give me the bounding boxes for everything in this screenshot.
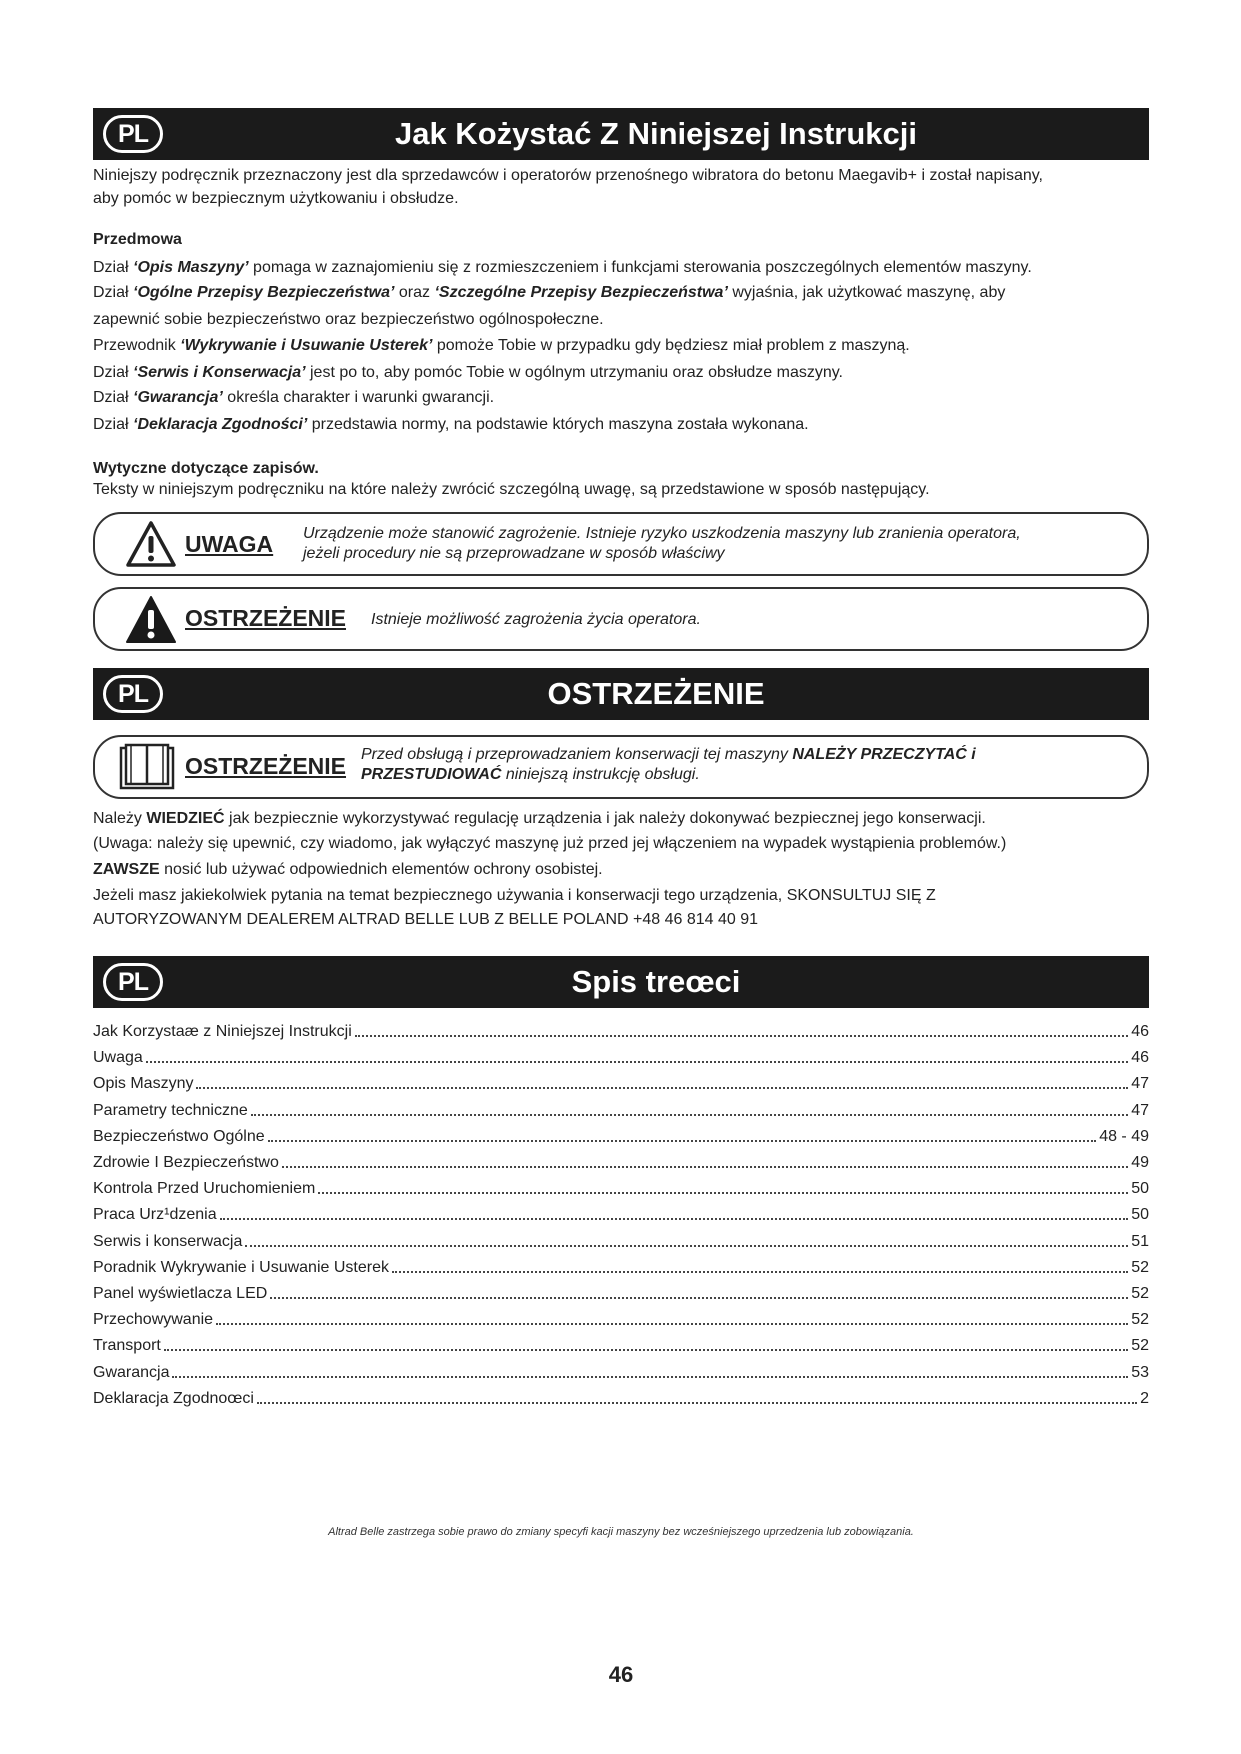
- caution-label: UWAGA: [185, 531, 274, 557]
- preface-heading: Przedmowa: [93, 231, 182, 248]
- toc-entry-page: 52: [1131, 1258, 1149, 1276]
- page-number: 46: [608, 1662, 634, 1687]
- danger-text: Istnieje możliwość zagrożenia życia operatora.: [371, 611, 701, 628]
- toc-entry-page: 2: [1140, 1389, 1149, 1407]
- toc-dot-leader: [355, 1035, 1128, 1037]
- preface-line: Dział ‘Serwis i Konserwacja’ jest po to, aby pomóc Tobie w ogólnym utrzymaniu oraz obsłudze maszyny.: [93, 364, 843, 381]
- toc-entry-label: Poradnik Wykrywanie i Usuwanie Usterek: [93, 1258, 389, 1276]
- section-title: OSTRZEŻENIE: [547, 676, 765, 711]
- toc-entry[interactable]: [93, 1149, 1149, 1173]
- toc-entry[interactable]: [93, 1280, 1149, 1304]
- preface-line: zapewnić sobie bezpieczeństwo oraz bezpieczeństwo ogólnospołeczne.: [93, 311, 604, 328]
- toc-entry[interactable]: [93, 1254, 1149, 1278]
- toc-entry[interactable]: [93, 1044, 1149, 1068]
- toc-dot-leader: [196, 1087, 1128, 1089]
- toc-entry[interactable]: [93, 1385, 1149, 1409]
- toc-entry-page: 50: [1131, 1180, 1149, 1198]
- toc-entry-label: Opis Maszyny: [93, 1075, 194, 1093]
- section-title: Jak Kożystać Z Niniejszej Instrukcji: [394, 116, 918, 151]
- toc-dot-leader: [146, 1061, 1128, 1063]
- safety-line: Jeżeli masz jakiekolwiek pytania na temat bezpiecznego używania i konserwacji tego urządzenia, SKONSULTUJ SIĘ Z: [93, 887, 936, 904]
- toc-entry-page: 53: [1131, 1363, 1149, 1381]
- toc-dot-leader: [392, 1271, 1128, 1273]
- footer-disclaimer: Altrad Belle zastrzega sobie prawo do zmiany specyfi kacji maszyny bez wcześniejszego uprzedzenia lub zobowiązania.: [328, 1526, 914, 1538]
- toc-dot-leader: [268, 1140, 1097, 1142]
- toc-entry[interactable]: [93, 1070, 1149, 1094]
- toc-dot-leader: [164, 1349, 1128, 1351]
- preface-line: Dział ‘Deklaracja Zgodności’ przedstawia normy, na podstawie których maszyna została wykonana.: [93, 416, 809, 433]
- toc-entry-page: 47: [1131, 1101, 1149, 1119]
- safety-line: (Uwaga: należy się upewnić, czy wiadomo, jak wyłączyć maszynę już przed jej włączeniem na wypadek wystąpienia problemów.): [93, 835, 1007, 852]
- toc-entry-page: 46: [1131, 1049, 1149, 1067]
- safety-line: Należy WIEDZIEĆ jak bezpiecznie wykorzystywać regulację urządzenia i jak należy dokonywać bezpiecznej jego konserwacji.: [93, 810, 986, 827]
- warning-triangle-filled-icon: [125, 595, 177, 645]
- toc-entry-page: 50: [1131, 1206, 1149, 1224]
- guidelines-heading: Wytyczne dotyczące zapisów.: [93, 460, 319, 477]
- guidelines-text: Teksty w niniejszym podręczniku na które należy zwrócić szczególną uwagę, są przedstawione w sposób następujący.: [93, 481, 930, 498]
- toc-entry-label: Uwaga: [93, 1049, 143, 1067]
- toc-dot-leader: [251, 1114, 1128, 1116]
- toc-entry[interactable]: [93, 1332, 1149, 1356]
- toc-entry-label: Bezpieczeństwo Ogólne: [93, 1127, 265, 1145]
- toc-dot-leader: [257, 1402, 1137, 1404]
- read-manual-text-line-2: PRZESTUDIOWAĆ niniejszą instrukcję obsługi.: [361, 766, 700, 783]
- toc-entry-page: 49: [1131, 1154, 1149, 1171]
- pl-language-badge: PL: [103, 675, 163, 713]
- preface-line: Dział ‘Ogólne Przepisy Bezpieczeństwa’ oraz ‘Szczególne Przepisy Bezpieczeństwa’ wyjaśnia, jak użytkować maszynę, aby: [93, 284, 1006, 301]
- toc-dot-leader: [270, 1297, 1128, 1299]
- intro-line-1: Niniejszy podręcznik przeznaczony jest dla sprzedawców i operatorów przenośnego wibratora do betonu Maegavib+ i został napisany,: [93, 167, 1043, 184]
- pl-language-badge: PL: [103, 963, 163, 1001]
- toc-entry-label: Gwarancja: [93, 1363, 170, 1381]
- toc-entry[interactable]: [93, 1306, 1149, 1330]
- toc-entry-label: Zdrowie I Bezpieczeństwo: [93, 1154, 279, 1171]
- toc-entry-page: 52: [1131, 1285, 1149, 1302]
- toc-entry-page: 47: [1131, 1075, 1149, 1093]
- danger-notice-box: [93, 587, 1149, 651]
- section-header-warning: [93, 668, 1149, 720]
- toc-entry[interactable]: [93, 1175, 1149, 1199]
- section-header-toc: [93, 956, 1149, 1008]
- safety-line: ZAWSZE nosić lub używać odpowiednich elementów ochrony osobistej.: [93, 861, 603, 878]
- toc-entry-label: Panel wyświetlacza LED: [93, 1285, 268, 1302]
- toc-entry[interactable]: [93, 1097, 1149, 1121]
- caution-notice-box: [93, 512, 1149, 576]
- toc-dot-leader: [220, 1218, 1129, 1220]
- toc-entry[interactable]: [93, 1359, 1149, 1383]
- toc-entry-label: Parametry techniczne: [93, 1101, 248, 1119]
- toc-entry-page: 52: [1131, 1311, 1149, 1329]
- toc-entry-label: Przechowywanie: [93, 1311, 214, 1329]
- toc-entry[interactable]: [93, 1228, 1149, 1252]
- toc-dot-leader: [245, 1245, 1128, 1247]
- toc-entry-label: Kontrola Przed Uruchomieniem: [93, 1180, 316, 1198]
- preface-line: Dział ‘Gwarancja’ określa charakter i warunki gwarancji.: [93, 389, 495, 406]
- intro-line-2: aby pomóc w bezpiecznym użytkowaniu i obsłudze.: [93, 190, 459, 207]
- danger-label: OSTRZEŻENIE: [185, 605, 347, 631]
- warning-triangle-outline-icon: [125, 520, 177, 568]
- section-title: Spis treœci: [571, 964, 741, 999]
- pl-language-badge: PL: [103, 115, 163, 153]
- toc-entry-label: Serwis i konserwacja: [93, 1232, 243, 1250]
- caution-text-line-1: Urządzenie może stanowić zagrożenie. Istnieje ryzyko uszkodzenia maszyny lub zranienia operatora,: [303, 525, 1021, 542]
- toc-dot-leader: [172, 1376, 1128, 1378]
- read-manual-text-line-1: Przed obsługą i przeprowadzaniem konserwacji tej maszyny NALEŻY PRZECZYTAĆ i: [361, 746, 976, 763]
- toc-dot-leader: [216, 1323, 1128, 1325]
- caution-text-line-2: jeżeli procedury nie są przeprowadzane w sposób właściwy: [303, 545, 725, 562]
- toc-dot-leader: [318, 1192, 1128, 1194]
- toc-entry[interactable]: [93, 1123, 1149, 1147]
- section-header-instructions: [93, 108, 1149, 160]
- preface-line: Dział ‘Opis Maszyny’ pomaga w zaznajomieniu się z rozmieszczeniem i funkcjami sterowania poszczególnych elementów maszyny.: [93, 259, 1032, 276]
- toc-entry-label: Jak Korzystaæ z Niniejszej Instrukcji: [93, 1023, 352, 1040]
- toc-entry-page: 48 - 49: [1099, 1127, 1149, 1145]
- preface-line: Przewodnik ‘Wykrywanie i Usuwanie Usterek’ pomoże Tobie w przypadku gdy będziesz miał problem z maszyną.: [93, 337, 910, 354]
- toc-entry-label: Transport: [93, 1337, 161, 1355]
- toc-entry-label: Praca Urz¹dzenia: [93, 1206, 217, 1224]
- toc-entry-page: 46: [1131, 1023, 1149, 1040]
- read-manual-label: OSTRZEŻENIE: [185, 753, 347, 779]
- read-manual-notice-box: [93, 735, 1149, 799]
- manual-page: [93, 0, 1149, 1754]
- toc-dot-leader: [282, 1166, 1128, 1168]
- toc-entry-label: Deklaracja Zgodnoœci: [93, 1389, 254, 1407]
- toc-entry-page: 52: [1131, 1337, 1149, 1355]
- toc-entry[interactable]: [93, 1018, 1149, 1042]
- safety-line: AUTORYZOWANYM DEALEREM ALTRAD BELLE LUB Z BELLE POLAND +48 46 814 40 91: [93, 911, 759, 928]
- toc-entry-page: 51: [1131, 1232, 1149, 1250]
- open-book-icon: [119, 743, 175, 791]
- toc-entry[interactable]: [93, 1201, 1149, 1225]
